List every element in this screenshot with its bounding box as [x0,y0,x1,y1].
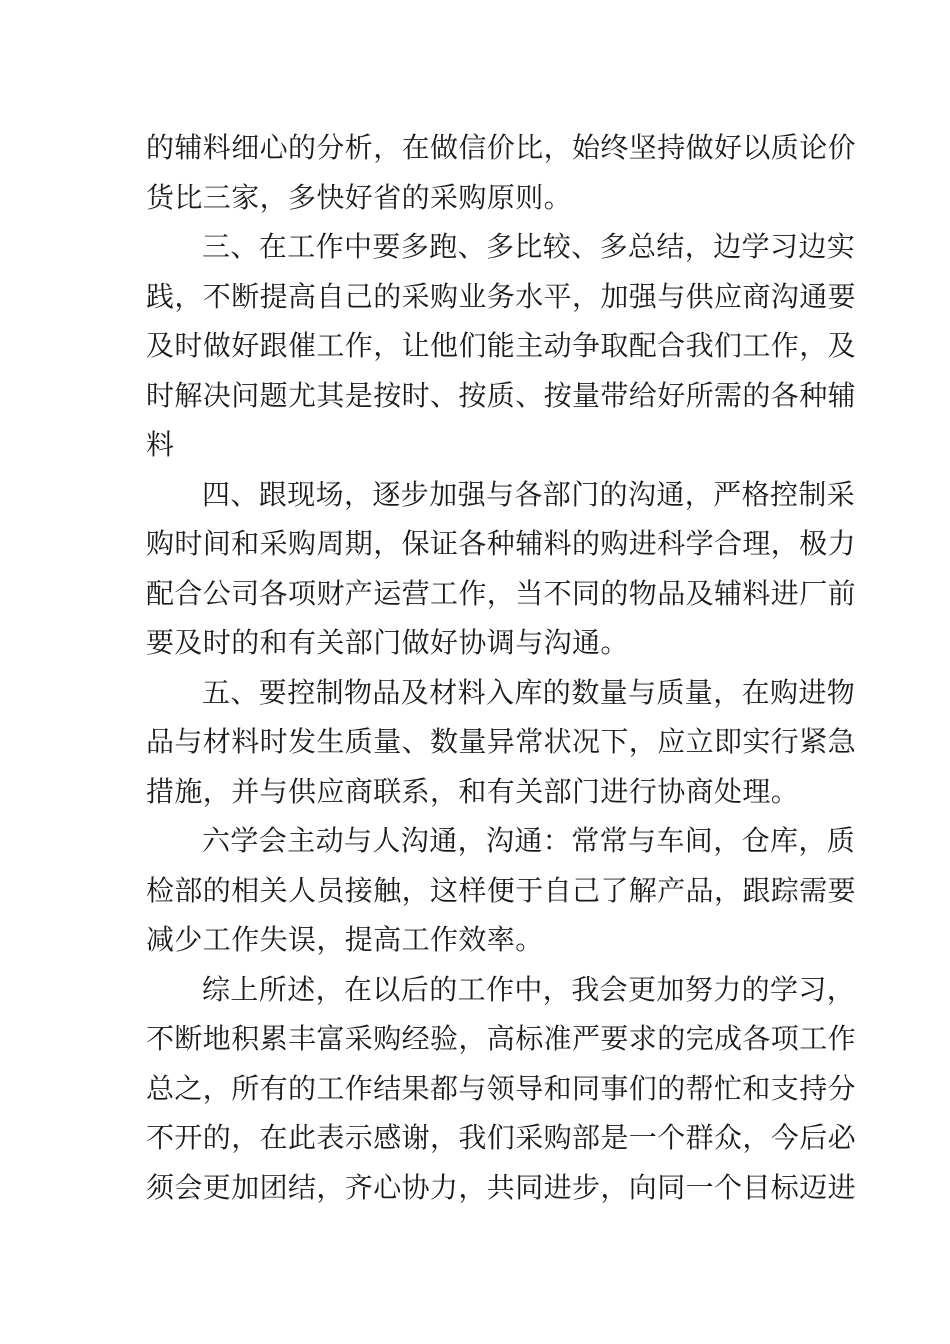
text-line: 料 [146,428,175,461]
paragraph-summary [146,965,857,1213]
text-line: 货比三家，多快好省的采购原则。 [146,180,573,214]
text-line: 须会更加团结，齐心协力，共同进步，向同一个目标迈进 [146,1170,857,1204]
text-line: 及时做好跟催工作，让他们能主动争取配合我们工作，及 [146,329,857,362]
paragraph-item-3 [146,222,857,470]
text-line: 总之，所有的工作结果都与领导和同事们的帮忙和支持分 [146,1071,857,1105]
text-line: 三、在工作中要多跑、多比较、多总结，边学习边实 [202,230,856,263]
paragraph-item-5 [146,668,857,817]
text-line: 检部的相关人员接触，这样便于自己了解产品，跟踪需要 [146,873,857,907]
paragraph-item-4 [146,470,857,668]
text-line: 综上所述，在以后的工作中，我会更加努力的学习， [202,972,856,1006]
document-body [146,123,857,1212]
text-line: 六学会主动与人沟通，沟通：常常与车间，仓库，质 [202,824,856,857]
text-line: 配合公司各项财产运营工作，当不同的物品及辅料进厂前 [146,576,857,610]
text-line: 措施，并与供应商联系，和有关部门进行协商处理。 [146,774,800,808]
paragraph-continuation [146,123,857,222]
text-line: 践，不断提高自己的采购业务水平，加强与供应商沟通要 [146,279,857,313]
text-line: 不断地积累丰富采购经验，高标准严要求的完成各项工作 [146,1022,857,1055]
text-line: 购时间和采购周期，保证各种辅料的购进科学合理，极力 [146,527,857,560]
text-line: 四、跟现场，逐步加强与各部门的沟通，严格控制采 [202,477,856,511]
text-line: 品与材料时发生质量、数量异常状况下，应立即实行紧急 [146,725,857,758]
text-line: 五、要控制物品及材料入库的数量与质量，在购进物 [202,675,856,709]
text-line: 减少工作失误，提高工作效率。 [146,923,544,956]
text-line: 的辅料细心的分析，在做信价比，始终坚持做好以质论价 [146,131,857,164]
text-line: 不开的，在此表示感谢，我们采购部是一个群众，今后必 [146,1121,857,1154]
text-line: 要及时的和有关部门做好协调与沟通。 [146,626,629,659]
text-line: 时解决问题尤其是按时、按质、按量带给好所需的各种辅 [146,378,857,412]
paragraph-item-6 [146,816,857,965]
